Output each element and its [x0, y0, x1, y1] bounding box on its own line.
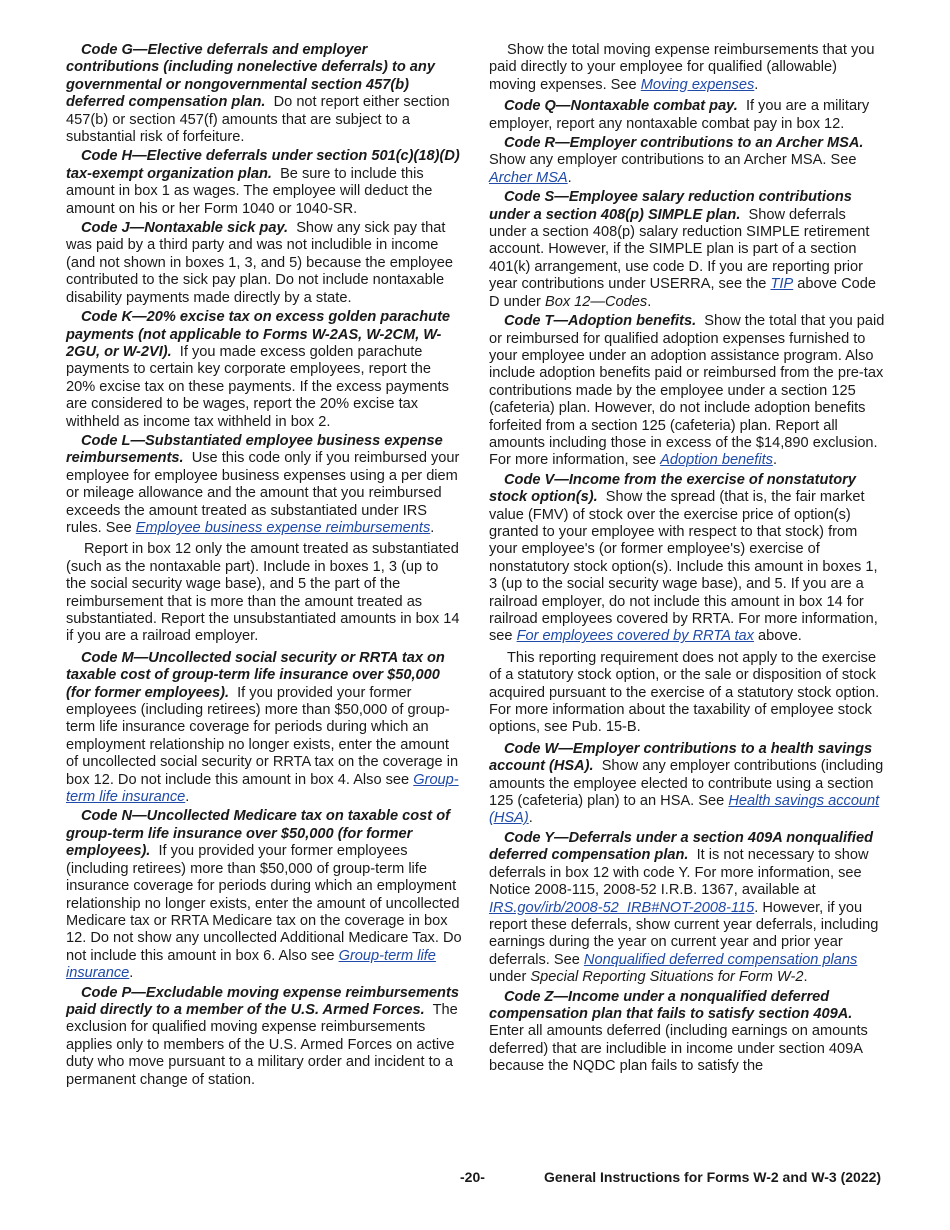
code-r-heading: Code R—Employer contributions to an Archer MSA. — [504, 135, 864, 152]
code-z-heading: Code Z—Income under a nonqualified deferred compensation plan that fails to satisfy section 409A. — [489, 988, 853, 1022]
code-k-text: If you made excess golden parachute payments to certain key corporate employees, report the 20% excise tax on these payments. If the excess payments are considered to be wages, report the 20% excise tax withheld as income tax withheld in box 2. — [66, 343, 449, 430]
code-y-end: . — [803, 969, 808, 986]
code-g-text: Do not report either section 457(b) or section 457(f) amounts that are subject to a substantial risk of forfeiture. — [66, 94, 450, 146]
code-p-continued-end: . — [754, 76, 759, 93]
code-l-end: . — [430, 519, 435, 536]
code-g-paragraph — [66, 42, 462, 146]
code-s-text: Show deferrals under a section 408(p) salary reduction SIMPLE retirement account. However, if the SIMPLE plan is part of a section 401(k) arrangement, use code D. If you are reporting prior year contributions under USERRA, see the — [489, 206, 870, 293]
code-y-text-2: . However, if you report these deferrals, show current year deferrals, including earnings during the year on current year and prior year deferrals. See — [489, 899, 879, 968]
code-s-heading: Code S—Employee salary reduction contributions under a section 408(p) SIMPLE plan. — [489, 189, 852, 223]
code-t-end: . — [772, 452, 777, 469]
group-term-life-link-n[interactable]: Group-term life insurance — [66, 947, 436, 982]
code-y-text: It is not necessary to show deferrals in box 12 with code Y. For more information, see Notice 2008-115, 2008-52 I.R.B. 1367, available at — [489, 847, 869, 899]
page-footer — [0, 1169, 950, 1189]
code-w-heading: Code W—Employer contributions to a health savings account (HSA). — [489, 740, 873, 775]
group-term-life-link-m[interactable]: Group-term life insurance — [66, 771, 459, 806]
code-r-end: . — [567, 169, 572, 186]
code-k-heading: Code K—20% excise tax on excess golden parachute payments (not applicable to Forms W-2AS, W-2CM, W-2GU, or W-2VI). — [66, 309, 451, 360]
archer-msa-link[interactable]: Archer MSA — [489, 169, 568, 186]
code-m-paragraph — [66, 650, 462, 807]
nqdc-plans-link[interactable]: Nonqualified deferred compensation plans — [583, 951, 858, 968]
code-q-text: If you are a military employer, report any nontaxable combat pay in box 12. — [489, 98, 870, 132]
code-l-paragraph — [66, 433, 462, 537]
page-number: -20- — [460, 1169, 485, 1185]
code-l-text: Use this code only if you reimbursed your employee for employee business expenses using a per diem or mileage allowance and the amount that you reimbursed exceeds the amount treated as substantiated under IRS rules. See — [66, 450, 460, 536]
code-w-text: Show any employer contributions (including amounts the employee elected to contribute using a section 125 (cafeteria) plan) to an HSA. See — [489, 758, 884, 810]
code-w-paragraph — [489, 741, 886, 828]
code-n-heading: Code N—Uncollected Medicare tax on taxable cost of group-term life insurance over $50,000 (for former employees). — [66, 808, 450, 860]
code-p-text: The exclusion for qualified moving expense reimbursements applies only to members of the U.S. Armed Forces on active duty who move pursuant to a military order and incident to a permanent change of station. — [66, 1001, 458, 1088]
code-m-heading: Code M—Uncollected social security or RRTA tax on taxable cost of group-term life insurance over $50,000 (for former employees). — [66, 649, 445, 701]
code-v-heading: Code V—Income from the exercise of nonstatutory stock option(s). — [489, 471, 856, 506]
left-column — [66, 42, 462, 1091]
code-r-paragraph — [489, 135, 886, 187]
employee-business-expense-link[interactable]: Employee business expense reimbursements — [135, 519, 431, 536]
footer-title: General Instructions for Forms W-2 and W-3 (2022) — [544, 1169, 882, 1185]
code-v-text: Show the spread (that is, the fair market value (FMV) of stock over the exercise price of option(s) granted to your employee with respect to that stock) from your employee's (or former employee's) exercise of nonstatutory stock option(s). Include this amount in boxes 1, 3 (up to the social security wage base), and 5. If you are a railroad employer, do not include this amount in box 14 for railroad employees covered by RRTA. For more information, see — [489, 489, 878, 645]
code-p-continued-paragraph — [489, 42, 886, 94]
code-v-continued-text: This reporting requirement does not apply to the exercise of a statutory stock option, or the sale or disposition of stock acquired pursuant to the exercise of a statutory stock option. For more information about the taxability of employee stock options, see Pub. 15-B. — [489, 649, 880, 736]
code-z-text: Enter all amounts deferred (including earnings on amounts deferred) that are includible in income under section 409A because the NQDC plan fails to satisfy the — [489, 1023, 868, 1075]
code-j-heading: Code J—Nontaxable sick pay. — [81, 220, 289, 237]
code-n-paragraph — [66, 808, 462, 982]
code-w-end: . — [528, 810, 533, 827]
code-g-heading: Code G—Elective deferrals and employer contributions (including nonelective deferrals) to any governmental or nongovernmental section 457(b) deferred compensation plan. — [66, 42, 435, 111]
code-s-mid: above Code D under — [489, 276, 876, 310]
adoption-benefits-link[interactable]: Adoption benefits — [660, 452, 773, 469]
code-q-heading: Code Q—Nontaxable combat pay. — [504, 98, 738, 115]
right-column — [489, 42, 886, 1078]
box-12-codes-ref: Box 12—Codes — [544, 293, 648, 310]
code-r-text: Show any employer contributions to an Archer MSA. See — [489, 152, 857, 169]
code-q-paragraph — [489, 98, 886, 133]
code-n-end: . — [129, 965, 134, 982]
code-j-text: Show any sick pay that was paid by a third party and was not includible in income (and not shown in boxes 1, 3, and 5) because the employee contributed to the sick pay plan. Do not include nontaxable disability payments made directly by a state. — [66, 220, 453, 306]
code-t-text: Show the total that you paid or reimbursed for qualified adoption expenses furnished to your employee under an adoption assistance program. Also include adoption benefits paid or reimbursed from the pre-tax contributions made by the employee under a section 125 (cafeteria) plan. However, do not include adoption benefits forfeited from a section 125 (cafeteria) plan. Report all amounts including those in excess of the $14,890 exclusion. For more information, see — [489, 313, 885, 469]
code-l-continued-text: Report in box 12 only the amount treated as substantiated (such as the nontaxable part). Include in boxes 1, 3 (up to the social security wage base), and 5 the part of the reimbursement that is more than the amount treated as substantiated. Report the unsubstantiated amounts in box 14 if you are a railroad employer. — [66, 541, 460, 645]
code-y-heading: Code Y—Deferrals under a section 409A nonqualified deferred compensation plan. — [489, 829, 873, 864]
code-h-text: Be sure to include this amount in box 1 as wages. The employee will deduct the amount on his or her Form 1040 or 1040-SR. — [66, 165, 433, 217]
code-h-paragraph — [66, 148, 462, 218]
code-p-heading: Code P—Excludable moving expense reimbursements paid directly to a member of the U.S. Armed Forces. — [66, 984, 459, 1018]
code-t-paragraph — [489, 313, 886, 470]
rrta-tax-link[interactable]: For employees covered by RRTA tax — [516, 628, 754, 645]
code-j-paragraph — [66, 220, 462, 307]
code-y-mid: under — [489, 969, 527, 986]
tip-link[interactable]: TIP — [770, 276, 794, 293]
code-h-heading: Code H—Elective deferrals under section 501(c)(18)(D) tax-exempt organization plan. — [66, 148, 460, 182]
code-k-paragraph — [66, 309, 462, 431]
moving-expenses-link[interactable]: Moving expenses — [640, 76, 755, 93]
code-s-paragraph — [489, 189, 886, 311]
hsa-link[interactable]: Health savings account (HSA) — [489, 793, 880, 827]
code-v-paragraph — [489, 472, 886, 646]
code-m-end: . — [185, 789, 190, 806]
code-t-heading: Code T—Adoption benefits. — [504, 313, 697, 330]
code-p-paragraph — [66, 985, 462, 1089]
code-m-text: If you provided your former employees (including retirees) more than $50,000 of group-term life insurance coverage for periods during which an employment relationship no longer exists, enter the amount of uncollected social security or RRTA tax on the coverage in box 12. Do not include this amount in box 4. Also see — [66, 684, 459, 788]
code-s-end: . — [647, 293, 652, 310]
code-z-paragraph — [489, 989, 886, 1076]
code-n-text: If you provided your former employees (including retirees) more than $50,000 of group-term life insurance coverage for periods during which an employment relationship no longer exists, enter the amount of uncollected Medicare tax or RRTA Medicare tax on the coverage in box 12. Do not show any uncollected Additional Medicare Tax. Do not include this amount in box 6. Also see — [66, 843, 462, 964]
code-p-continued-text: Show the total moving expense reimbursements that you paid directly to your employee for qualified (allowable) moving expenses. See — [489, 42, 875, 93]
code-y-paragraph — [489, 830, 886, 987]
special-reporting-ref: Special Reporting Situations for Form W-2 — [530, 969, 804, 986]
code-l-heading: Code L—Substantiated employee business expense reimbursements. — [66, 432, 443, 467]
code-v-end: above. — [758, 628, 802, 645]
irs-irb-link[interactable]: IRS.gov/irb/2008-52_IRB#NOT-2008-115 — [489, 899, 755, 916]
